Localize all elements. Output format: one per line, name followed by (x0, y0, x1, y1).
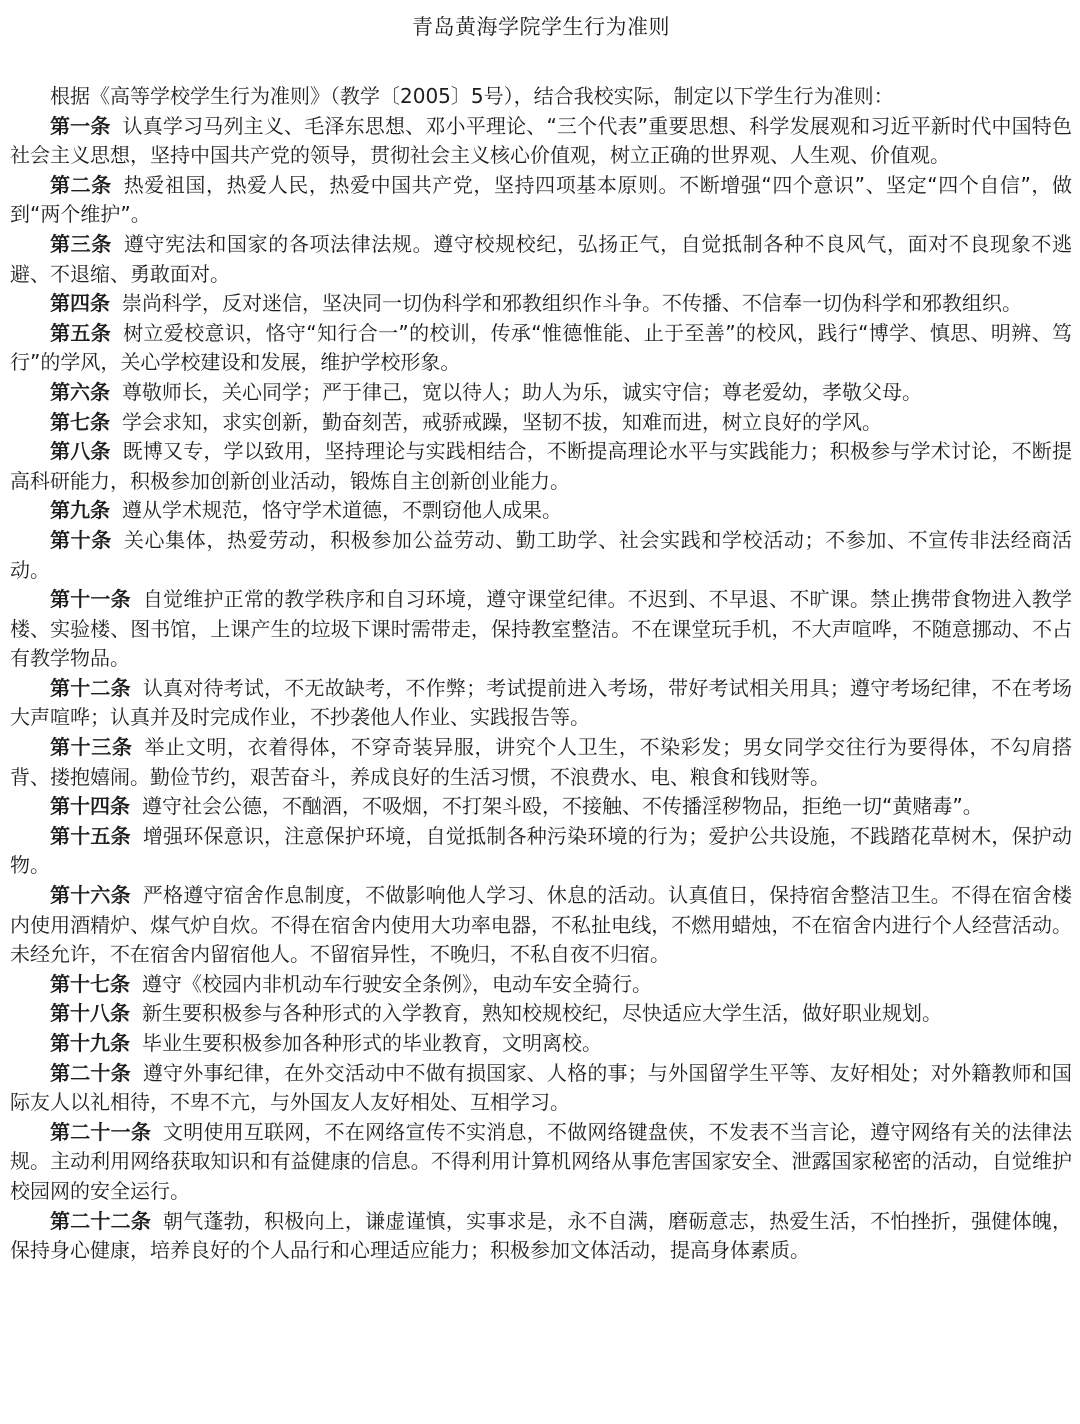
article-number: 第二十条 (50, 1060, 131, 1085)
article-paragraph (10, 496, 1072, 526)
article-number: 第十四条 (50, 794, 130, 819)
articles-list (10, 112, 1072, 1266)
article-paragraph (10, 881, 1072, 970)
article-number: 第十二条 (50, 675, 131, 700)
article-paragraph (10, 526, 1072, 585)
article-text: 遵守外事纪律，在外交活动中不做有损国家、人格的事；与外国留学生平等、友好相处；对外籍教师和国际友人以礼相待，不卑不亢，与外国友人友好相处、互相学习。 (10, 1060, 1073, 1115)
article-number: 第十九条 (50, 1031, 130, 1055)
article-number: 第十六条 (50, 883, 131, 908)
article-text: 自觉维护正常的教学秩序和自习环境，遵守课堂纪律。不迟到、不早退、不旷课。禁止携带食物进入教学楼、实验楼、图书馆，上课产生的垃圾下课时需带走，保持教室整洁。不在课堂玩手机，不大声喧哗，不随意挪动、不占有教学物品。 (10, 587, 1073, 671)
article-paragraph (10, 733, 1072, 792)
article-paragraph (10, 822, 1072, 881)
article-number: 第十八条 (50, 1001, 130, 1026)
article-number: 第十一条 (50, 587, 131, 612)
article-text: 崇尚科学，反对迷信，坚决同一切伪科学和邪教组织作斗争。不传播、不信奉一切伪科学和邪教组织。 (122, 291, 1022, 316)
article-paragraph (10, 289, 1072, 319)
article-text: 遵守宪法和国家的各项法律法规。遵守校规校纪，弘扬正气，自觉抵制各种不良风气，面对不良现象不逃避、不退缩、勇敢面对。 (10, 231, 1072, 286)
article-text: 文明使用互联网，不在网络宣传不实消息，不做网络键盘侠，不发表不当言论，遵守网络有关的法律法规。主动利用网络获取知识和有益健康的信息。不得利用计算机网络从事危害国家安全、泄露国家秘密的活动，自觉维护校园网的安全运行。 (10, 1119, 1073, 1203)
article-number: 第六条 (50, 379, 110, 404)
article-number: 第二十一条 (50, 1119, 152, 1144)
article-paragraph (10, 319, 1072, 378)
article-text: 尊敬师长，关心同学；严于律己，宽以待人；助人为乐，诚实守信；尊老爱幼，孝敬父母。 (122, 379, 922, 404)
article-number: 第三条 (50, 231, 112, 256)
article-paragraph (10, 792, 1072, 822)
article-text: 认真对待考试，不无故缺考，不作弊；考试提前进入考场，带好考试相关用具；遵守考场纪律，不在考场大声喧哗；认真并及时完成作业，不抄袭他人作业、实践报告等。 (10, 675, 1073, 730)
article-number: 第五条 (50, 320, 112, 345)
article-text: 既博又专，学以致用，坚持理论与实践相结合，不断提高理论水平与实践能力；积极参与学术讨论，不断提高科研能力，积极参加创新创业活动，锻炼自主创新创业能力。 (10, 439, 1073, 493)
article-number: 第四条 (50, 291, 110, 316)
article-number: 第一条 (50, 113, 111, 138)
article-paragraph (10, 674, 1072, 733)
article-text: 认真学习马列主义、毛泽东思想、邓小平理论、“三个代表”重要思想、科学发展观和习近平新时代中国特色社会主义思想，坚持中国共产党的领导，贯彻社会主义核心价值观，树立正确的世界观、人生观、价值观。 (10, 113, 1072, 168)
article-paragraph (10, 970, 1072, 1000)
article-text: 学会求知，求实创新，勤奋刻苦，戒骄戒躁，坚韧不拔，知难而进，树立良好的学风。 (122, 409, 882, 434)
article-text: 举止文明，衣着得体，不穿奇装异服，讲究个人卫生，不染彩发；男女同学交往行为要得体，不勾肩搭背、搂抱嬉闹。勤俭节约，艰苦奋斗，养成良好的生活习惯，不浪费水、电、粮食和钱财等。 (10, 735, 1072, 789)
article-text: 树立爱校意识，恪守“知行合一”的校训，传承“惟德惟能、止于至善”的校风，践行“博学、慎思、明辨、笃行”的学风，关心学校建设和发展，维护学校形象。 (10, 320, 1073, 375)
document-page (10, 12, 1072, 1266)
document-title: 青岛黄海学院学生行为准则 (412, 15, 670, 39)
article-paragraph (10, 230, 1072, 289)
article-text: 朝气蓬勃，积极向上，谦虚谨慎，实事求是，永不自满，磨砺意志，热爱生活，不怕挫折，强健体魄，保持身心健康，培养良好的个人品行和心理适应能力；积极参加文体活动，提高身体素质。 (10, 1208, 1073, 1263)
article-text: 新生要积极参与各种形式的入学教育，熟知校规校纪，尽快适应大学生活，做好职业规划。 (142, 1001, 942, 1026)
article-text: 遵守《校园内非机动车行驶安全条例》，电动车安全骑行。 (142, 971, 652, 996)
article-number: 第十条 (50, 527, 112, 552)
article-number: 第九条 (50, 498, 110, 523)
article-paragraph (10, 378, 1072, 408)
article-paragraph (10, 437, 1072, 496)
article-paragraph (10, 1029, 1072, 1059)
article-text: 毕业生要积极参加各种形式的毕业教育，文明离校。 (142, 1031, 602, 1055)
article-number: 第十五条 (50, 823, 131, 848)
article-number: 第八条 (50, 439, 111, 464)
intro-paragraph: 根据《高等学校学生行为准则》（教学〔2005〕5号），结合我校实际，制定以下学生行为准则： (50, 84, 894, 108)
article-number: 第十七条 (50, 971, 130, 996)
article-paragraph (10, 1059, 1072, 1118)
article-number: 第二十二条 (50, 1208, 152, 1233)
article-text: 严格遵守宿舍作息制度，不做影响他人学习、休息的活动。认真值日，保持宿舍整洁卫生。不得在宿舍楼内使用酒精炉、煤气炉自炊。不得在宿舍内使用大功率电器，不私扯电线，不燃用蜡烛，不在宿舍内进行个人经营活动。未经允许，不在宿舍内留宿他人。不留宿异性，不晚归，不私自夜不归宿。 (10, 883, 1073, 967)
article-number: 第二条 (50, 172, 112, 197)
article-paragraph (10, 408, 1072, 438)
article-text: 增强环保意识，注意保护环境，自觉抵制各种污染环境的行为；爱护公共设施，不践踏花草树木，保护动物。 (10, 823, 1073, 878)
article-paragraph (10, 1207, 1072, 1266)
article-number: 第十三条 (50, 735, 133, 760)
article-paragraph (10, 585, 1072, 674)
article-paragraph (10, 1118, 1072, 1207)
article-paragraph (10, 112, 1072, 171)
article-text: 遵守社会公德，不酗酒，不吸烟，不打架斗殴，不接触、不传播淫秽物品，拒绝一切“黄赌毒”。 (142, 794, 983, 819)
article-text: 遵从学术规范，恪守学术道德，不剽窃他人成果。 (122, 498, 562, 523)
article-number: 第七条 (50, 409, 110, 434)
article-paragraph (10, 171, 1072, 230)
article-paragraph (10, 999, 1072, 1029)
article-text: 热爱祖国，热爱人民，热爱中国共产党，坚持四项基本原则。不断增强“四个意识”、坚定“四个自信”，做到“两个维护”。 (10, 172, 1072, 227)
article-text: 关心集体，热爱劳动，积极参加公益劳动、勤工助学、社会实践和学校活动；不参加、不宣传非法经商活动。 (10, 527, 1072, 582)
